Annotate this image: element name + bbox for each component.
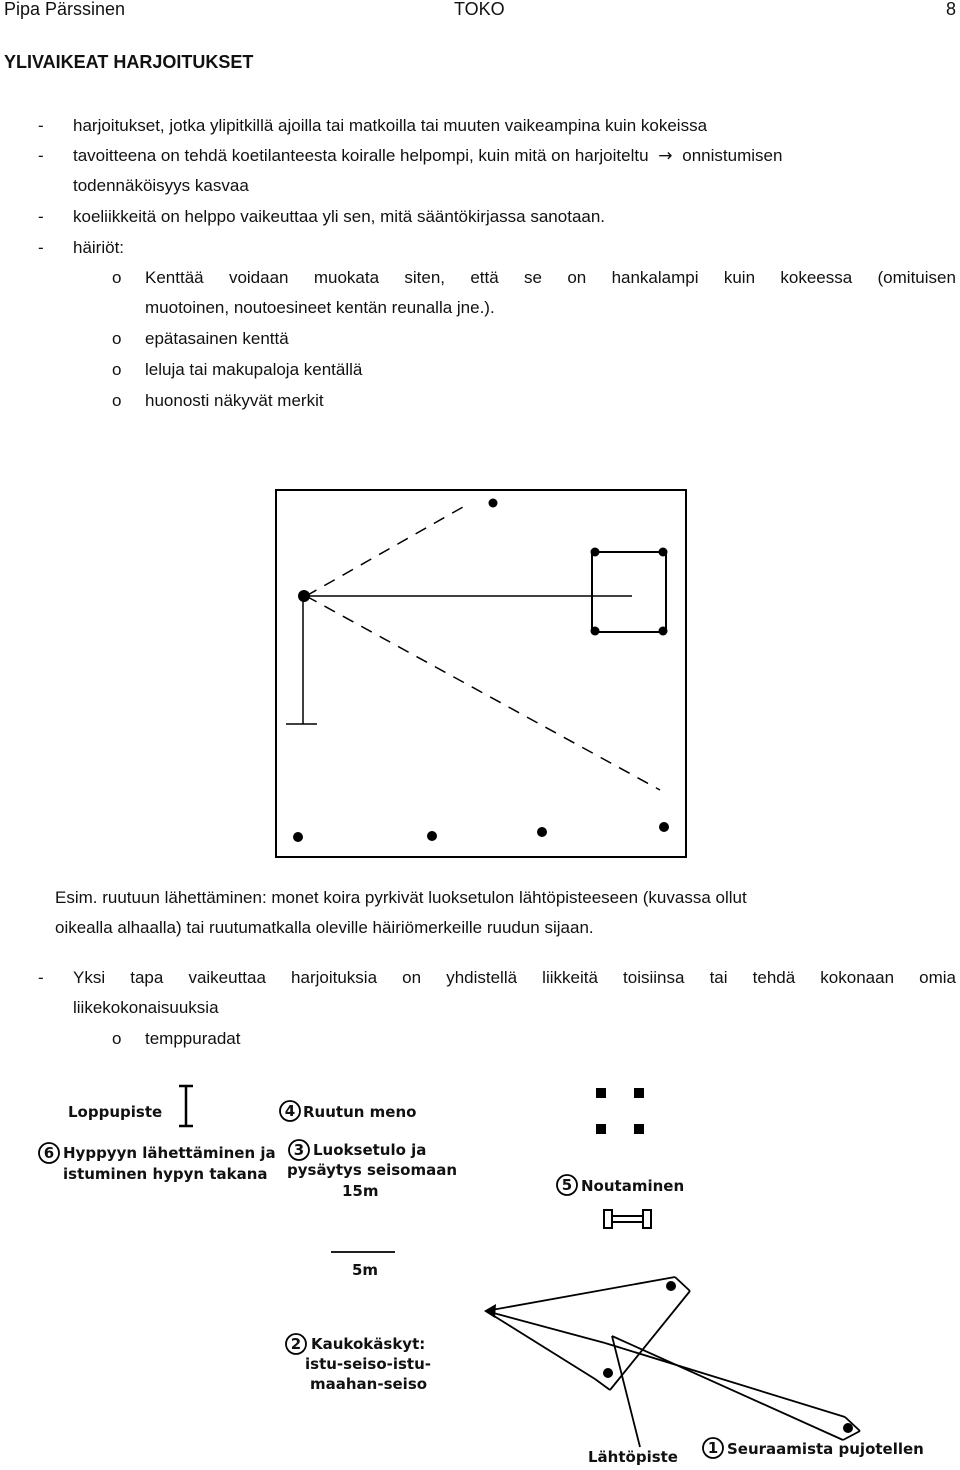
list-circle: o (112, 329, 122, 348)
list-circle: o (112, 391, 122, 410)
list-item: koeliikkeitä on helppo vaikeuttaa yli sen, mitä sääntökirjassa sanotaan. (73, 207, 606, 226)
word: kuin (723, 268, 756, 287)
example-line: Esim. ruutuun lähettäminen: monet koira pyrkivät luoksetulon lähtöpisteeseen (kuvassa ollut (55, 888, 747, 907)
word: Yksi (73, 968, 106, 987)
marker-square (596, 1124, 606, 1134)
list-circle: o (112, 1029, 122, 1048)
word: on (567, 268, 587, 287)
sub-item: temppuradat (145, 1029, 241, 1048)
dumbbell-icon (604, 1210, 651, 1228)
word: kokeessa (780, 268, 853, 287)
section2-continuation: liikekokonaisuuksia (73, 998, 219, 1017)
cone-marker (843, 1423, 853, 1433)
marker-square (634, 1088, 644, 1098)
header-center: TOKO (454, 0, 505, 19)
list-item: harjoitukset, jotka ylipitkillä ajoilla tai matkoilla tai muuten vaikeampina kuin kokeissa (73, 116, 708, 135)
label-6a: Hyppyyn lähettäminen ja (63, 1144, 276, 1162)
word: tehdä (752, 968, 796, 987)
word: että (470, 268, 499, 287)
word: vaikeuttaa (188, 968, 266, 987)
sub-item: leluja tai makupaloja kentällä (145, 360, 363, 379)
sub-item: huonosti näkyvät merkit (145, 391, 324, 410)
svg-text:1: 1 (707, 1439, 719, 1457)
word: harjoituksia (291, 968, 378, 987)
word: liikkeitä (542, 968, 598, 987)
word: omia (919, 968, 956, 987)
arrow-head-icon (484, 1304, 496, 1318)
word: voidaan (228, 268, 289, 287)
word: kokonaan (820, 968, 895, 987)
label-5: Noutaminen (581, 1177, 685, 1195)
label-3a: Luoksetulo ja (313, 1141, 427, 1159)
loppupiste-label: Loppupiste (68, 1103, 163, 1121)
sub-item: epätasainen kenttä (145, 329, 289, 348)
word: yhdistellä (446, 968, 518, 987)
label-5m: 5m (352, 1261, 379, 1279)
marker-square (634, 1124, 644, 1134)
label-2a: Kaukokäskyt: (311, 1335, 426, 1353)
label-1: Seuraamista pujotellen (727, 1440, 924, 1458)
header-author: Pipa Pärssinen (4, 0, 126, 19)
label-2b: istu-seiso-istu- (305, 1355, 431, 1373)
cone-marker (603, 1368, 613, 1378)
slalom-path (486, 1277, 860, 1447)
svg-text:3: 3 (293, 1141, 305, 1159)
svg-text:6: 6 (43, 1144, 55, 1162)
label-6b: istuminen hypyn takana (63, 1165, 268, 1183)
label-3c: 15m (342, 1182, 379, 1200)
list-item-text: tavoitteena on tehdä koetilanteesta koiralle helpompi, kuin mitä on harjoiteltu (73, 146, 649, 165)
list-circle: o (112, 360, 122, 379)
list-dash: - (38, 116, 44, 135)
list-circle: o (112, 268, 122, 287)
list-dash: - (38, 238, 44, 257)
word: se (524, 268, 542, 287)
word: tai (709, 968, 728, 987)
word: toisiinsa (623, 968, 685, 987)
svg-text:5: 5 (561, 1176, 573, 1194)
page-title: YLIVAIKEAT HARJOITUKSET (4, 52, 254, 72)
svg-text:2: 2 (290, 1335, 302, 1353)
list-dash: - (38, 207, 44, 226)
list-item-text: onnistumisen (682, 146, 783, 165)
word: siten, (404, 268, 445, 287)
list-item: häiriöt: (73, 238, 125, 257)
word: (omituisen (877, 268, 956, 287)
marker-square (596, 1088, 606, 1098)
label-3b: pysäytys seisomaan (287, 1161, 458, 1179)
word: hankalampi (611, 268, 699, 287)
word: on (402, 968, 422, 987)
arrow-icon: → (658, 146, 673, 166)
list-dash: - (38, 146, 44, 165)
word: Kenttää (145, 268, 204, 287)
label-2c: maahan-seiso (310, 1375, 428, 1393)
cone-marker (666, 1281, 676, 1291)
sub-item-continuation: muotoinen, noutoesineet kentän reunalla jne.). (145, 298, 495, 317)
word: tapa (130, 968, 164, 987)
example-line: oikealla alhaalla) tai ruutumatkalla oleville häiriömerkeille ruudun sijaan. (55, 918, 594, 937)
header-page-number: 8 (946, 0, 957, 19)
label-4: Ruutun meno (303, 1103, 417, 1121)
list-item-continuation: todennäköisyys kasvaa (73, 176, 249, 195)
list-dash: - (38, 968, 44, 987)
word: muokata (313, 268, 380, 287)
lahtopiste-label: Lähtöpiste (588, 1448, 678, 1466)
svg-text:4: 4 (284, 1102, 296, 1120)
